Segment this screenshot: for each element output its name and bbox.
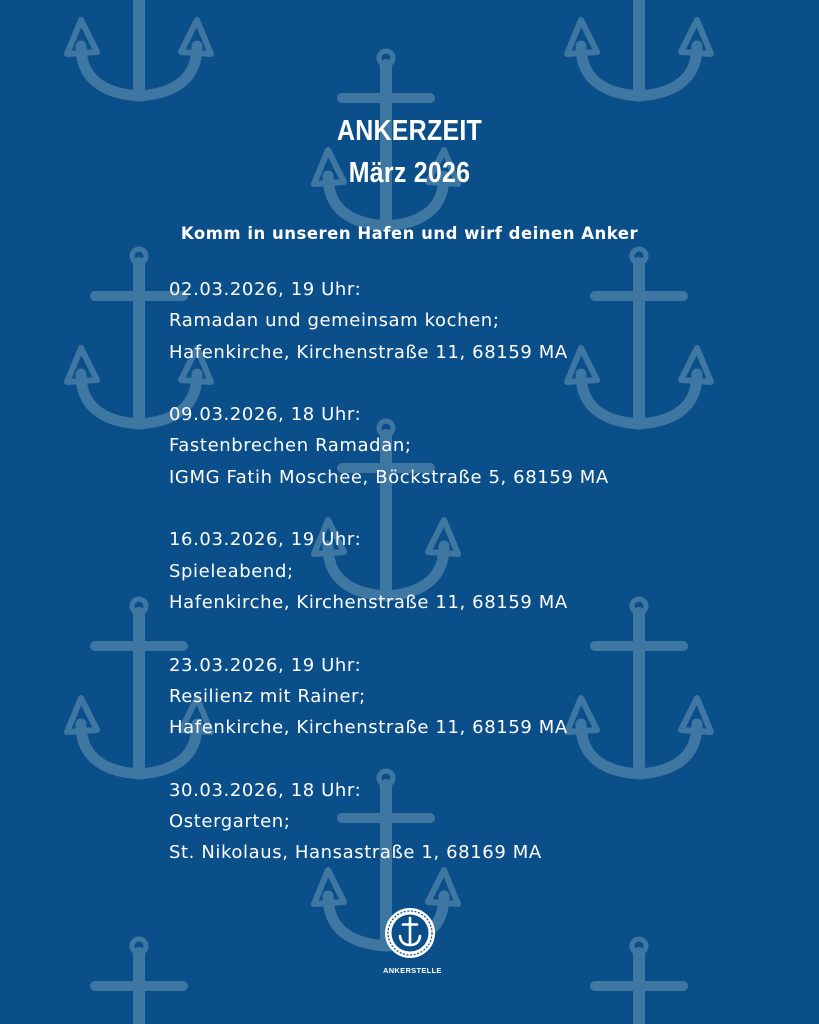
page-title: ANKERZEIT	[336, 115, 483, 147]
event-datetime: 09.03.2026, 18 Uhr:	[169, 404, 362, 426]
anchor-icon	[67, 939, 211, 1024]
page-month: März 2026	[348, 157, 471, 189]
event-item	[169, 524, 669, 618]
event-location: Hafenkirche, Kirchenstraße 11, 68159 MA	[169, 717, 568, 739]
event-title: Ramadan und gemeinsam kochen;	[169, 310, 500, 332]
anchor-icon	[567, 939, 711, 1024]
event-location: Hafenkirche, Kirchenstraße 11, 68159 MA	[169, 341, 568, 363]
event-item	[169, 650, 669, 744]
event-list	[169, 274, 669, 900]
logo-label: ANKERSTELLE	[383, 966, 442, 975]
tagline: Komm in unseren Hafen und wirf deinen Anker	[180, 224, 639, 243]
event-title: Ostergarten;	[169, 811, 291, 833]
event-item	[169, 274, 669, 368]
event-location: IGMG Fatih Moschee, Böckstraße 5, 68159 MA	[169, 466, 609, 488]
anchor-cross-icon	[383, 906, 437, 960]
ankerstelle-logo	[383, 906, 442, 975]
event-item	[169, 775, 669, 869]
event-datetime: 30.03.2026, 18 Uhr:	[169, 779, 362, 801]
event-datetime: 23.03.2026, 19 Uhr:	[169, 654, 362, 676]
event-datetime: 16.03.2026, 19 Uhr:	[169, 529, 362, 551]
anchor-icon	[567, 0, 711, 96]
event-item	[169, 399, 669, 493]
event-title: Fastenbrechen Ramadan;	[169, 435, 412, 457]
event-title: Spieleabend;	[169, 560, 294, 582]
event-datetime: 02.03.2026, 19 Uhr:	[169, 279, 362, 300]
event-location: St. Nikolaus, Hansastraße 1, 68169 MA	[169, 842, 542, 864]
anchor-icon	[67, 0, 211, 96]
event-location: Hafenkirche, Kirchenstraße 11, 68159 MA	[169, 591, 568, 613]
event-title: Resilienz mit Rainer;	[169, 685, 366, 707]
